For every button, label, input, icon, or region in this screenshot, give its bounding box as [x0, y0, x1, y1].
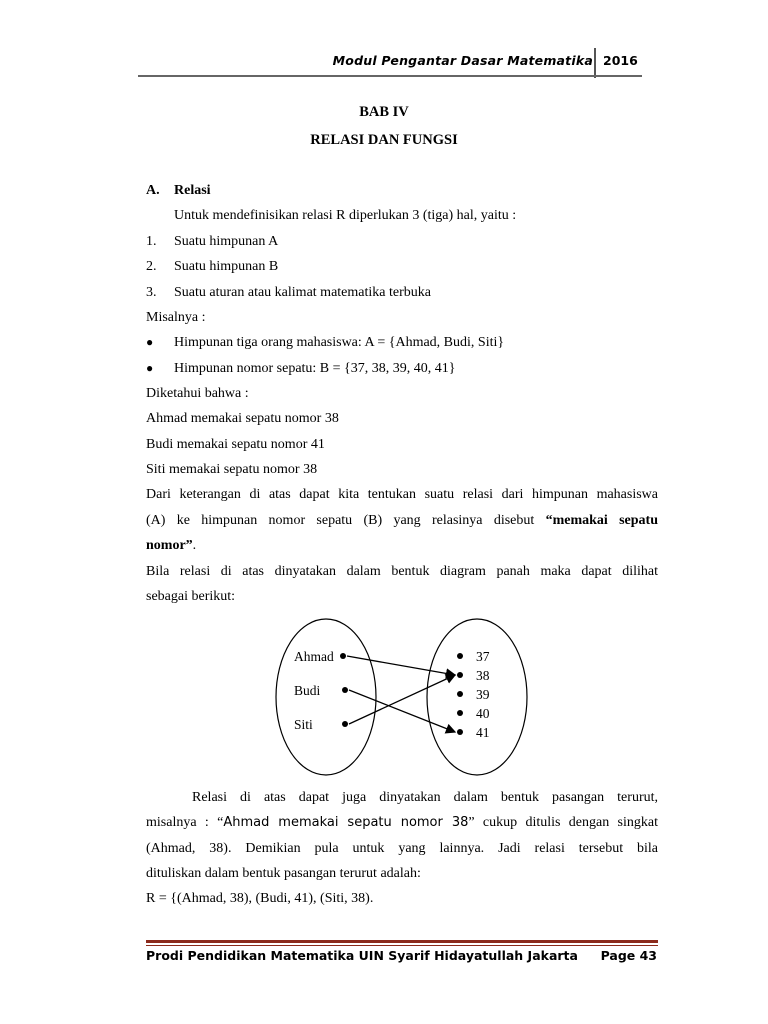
bullet-icon: ●	[146, 361, 154, 375]
paragraph-line: nomor”.	[146, 538, 197, 553]
set-b-label: 41	[476, 725, 490, 740]
relation-arrow	[349, 675, 455, 724]
paragraph-line: dituliskan dalam bentuk pasangan terurut adalah:	[146, 866, 421, 881]
set-a-label: Ahmad	[294, 649, 334, 664]
list-item: 1. Suatu himpunan A	[146, 234, 279, 249]
header-title: Modul Pengantar Dasar Matematika	[332, 53, 593, 68]
list-item: 3. Suatu aturan atau kalimat matematika terbuka	[146, 285, 431, 300]
set-b-dot	[457, 691, 463, 697]
set-b-dot	[457, 729, 463, 735]
set-b-label: 40	[476, 706, 490, 721]
header-year: 2016	[603, 53, 638, 68]
known-label: Diketahui bahwa :	[146, 386, 249, 401]
relation-arrow	[349, 690, 455, 732]
paragraph-line: (A) ke himpunan nomor sepatu (B) yang relasinya disebut “memakai sepatu	[146, 513, 658, 528]
set-b-label: 39	[476, 687, 490, 702]
chapter-number: BAB IV	[359, 104, 409, 120]
fact-line: Ahmad memakai sepatu nomor 38	[146, 411, 339, 426]
footer-text: Prodi Pendidikan Matematika UIN Syarif Hidayatullah Jakarta	[146, 948, 578, 963]
list-item: 2. Suatu himpunan B	[146, 259, 279, 274]
bullet-item: ● Himpunan nomor sepatu: B = {37, 38, 39, 40, 41}	[146, 361, 456, 376]
relation-arrow	[347, 656, 455, 675]
fact-line: Siti memakai sepatu nomor 38	[146, 462, 318, 477]
set-b-label: 37	[476, 649, 490, 664]
set-a-dot	[342, 687, 348, 693]
paragraph-line: sebagai berikut:	[146, 589, 236, 604]
set-a-dot	[342, 721, 348, 727]
set-b-dot	[457, 653, 463, 659]
bullet-item: ● Himpunan tiga orang mahasiswa: A = {Ahmad, Budi, Siti}	[146, 335, 505, 350]
set-a-ellipse	[276, 619, 376, 775]
footer-rule	[146, 940, 658, 943]
set-b-dot	[457, 710, 463, 716]
paragraph-line: Bila relasi di atas dinyatakan dalam bentuk diagram panah maka dapat dilihat	[146, 564, 658, 579]
chapter-title: RELASI DAN FUNGSI	[310, 132, 458, 148]
page-number: Page 43	[600, 948, 657, 963]
paragraph-line: misalnya : “Ahmad memakai sepatu nomor 38” cukup ditulis dengan singkat	[146, 815, 658, 830]
fact-line: Budi memakai sepatu nomor 41	[146, 437, 325, 452]
paragraph-line: Dari keterangan di atas dapat kita tentukan suatu relasi dari himpunan mahasiswa	[146, 487, 658, 502]
intro-text: Untuk mendefinisikan relasi R diperlukan 3 (tiga) hal, yaitu :	[174, 208, 517, 223]
relation-set: R = {(Ahmad, 38), (Budi, 41), (Siti, 38).	[146, 891, 374, 906]
set-a-label: Budi	[294, 683, 321, 698]
set-b-label: 38	[476, 668, 490, 683]
footer-rule-thin	[146, 945, 658, 946]
section-title: Relasi	[174, 183, 211, 198]
section-label: A.	[146, 183, 160, 198]
set-b-dot	[457, 672, 463, 678]
example-label: Misalnya :	[146, 310, 206, 325]
paragraph-line: (Ahmad, 38). Demikian pula untuk yang lainnya. Jadi relasi tersebut bila	[146, 841, 658, 856]
bullet-icon: ●	[146, 335, 154, 349]
set-a-label: Siti	[294, 717, 313, 732]
set-a-dot	[340, 653, 346, 659]
paragraph-line: Relasi di atas dapat juga dinyatakan dalam bentuk pasangan terurut,	[192, 790, 658, 805]
